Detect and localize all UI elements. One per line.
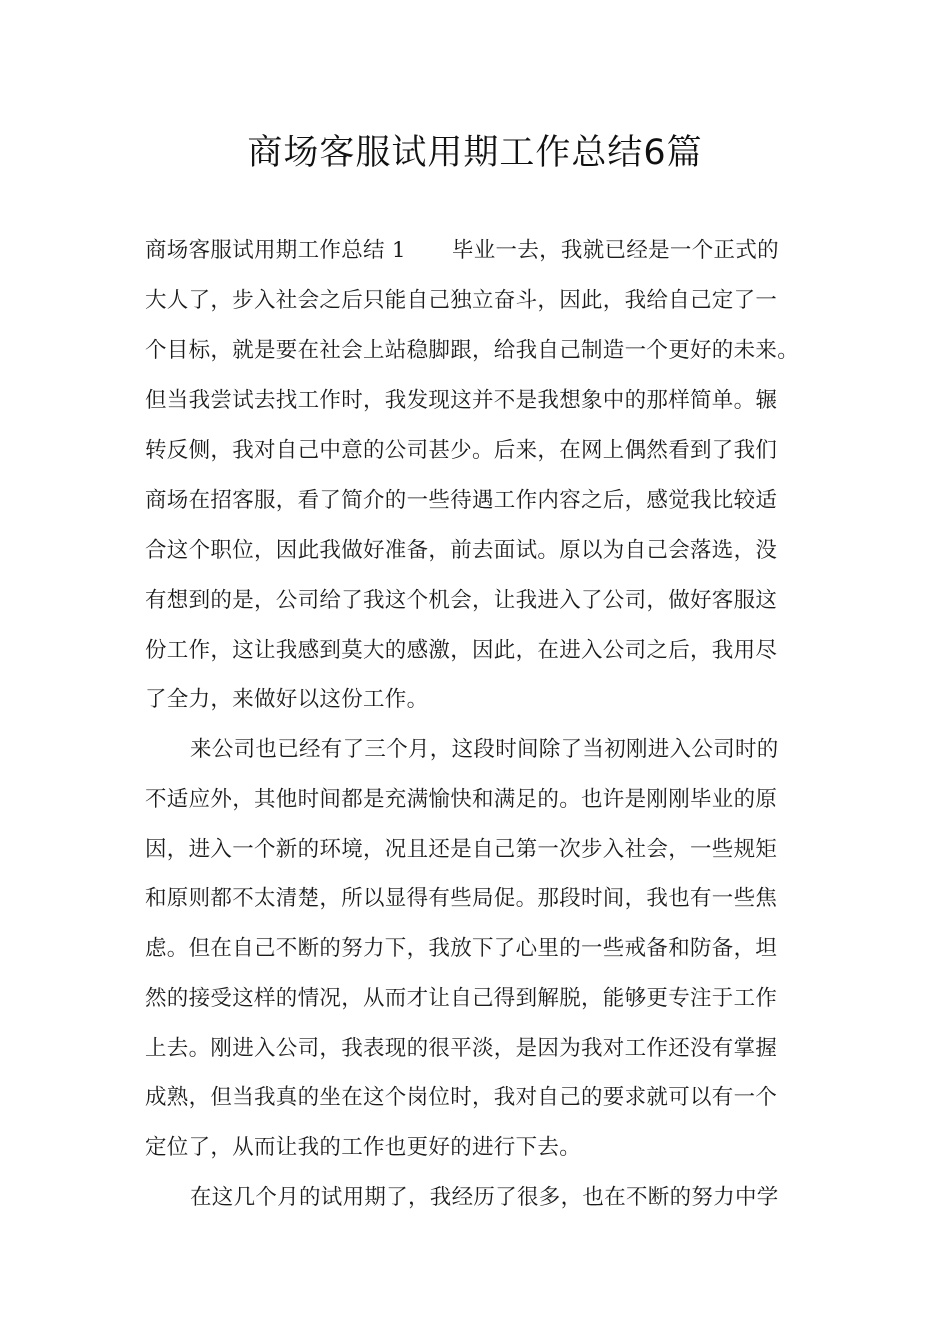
paragraph-line — [145, 236, 779, 266]
paragraph-line: 合这个职位，因此我做好准备，前去面试。原以为自己会落选，没 — [145, 538, 778, 563]
line-text: 毕业一去，我就已经是一个正式的 — [451, 238, 779, 263]
paragraph-line: 了全力，来做好以这份工作。 — [145, 687, 429, 712]
paragraph-line: 然的接受这样的情况，从而才让自己得到解脱，能够更专注于工作 — [145, 986, 778, 1011]
paragraph-line: 大人了，步入社会之后只能自己独立奋斗，因此，我给自己定了一 — [145, 288, 778, 313]
paragraph-line: 上去。刚进入公司，我表现的很平淡，是因为我对工作还没有掌握 — [145, 1036, 778, 1061]
section-heading: 商场客服试用期工作总结 1 — [145, 238, 406, 263]
paragraph-line: 定位了，从而让我的工作也更好的进行下去。 — [145, 1135, 582, 1160]
paragraph-line: 因，进入一个新的环境，况且还是自己第一次步入社会，一些规矩 — [145, 837, 778, 862]
paragraph-line: 但当我尝试去找工作时，我发现这并不是我想象中的那样简单。辗 — [145, 388, 778, 413]
paragraph-line: 虑。但在自己不断的努力下，我放下了心里的一些戒备和防备，坦 — [145, 936, 778, 961]
paragraph-line: 来公司也已经有了三个月，这段时间除了当初刚进入公司时的 — [190, 737, 779, 762]
paragraph-line: 在这几个月的试用期了，我经历了很多，也在不断的努力中学 — [190, 1185, 779, 1210]
paragraph-line: 个目标，就是要在社会上站稳脚跟，给我自己制造一个更好的未来。 — [145, 338, 800, 363]
paragraph-line: 份工作，这让我感到莫大的感激，因此，在进入公司之后，我用尽 — [145, 638, 778, 663]
paragraph-line: 有想到的是，公司给了我这个机会，让我进入了公司，做好客服这 — [145, 588, 778, 613]
paragraph-line: 转反侧，我对自己中意的公司甚少。后来，在网上偶然看到了我们 — [145, 438, 778, 463]
paragraph-line: 和原则都不太清楚，所以显得有些局促。那段时间，我也有一些焦 — [145, 886, 778, 911]
paragraph-line: 不适应外，其他时间都是充满愉快和满足的。也许是刚刚毕业的原 — [145, 787, 778, 812]
document-title: 商场客服试用期工作总结6篇 — [247, 133, 703, 173]
paragraph-line: 成熟，但当我真的坐在这个岗位时，我对自己的要求就可以有一个 — [145, 1085, 778, 1110]
paragraph-line: 商场在招客服，看了简介的一些待遇工作内容之后，感觉我比较适 — [145, 488, 778, 513]
